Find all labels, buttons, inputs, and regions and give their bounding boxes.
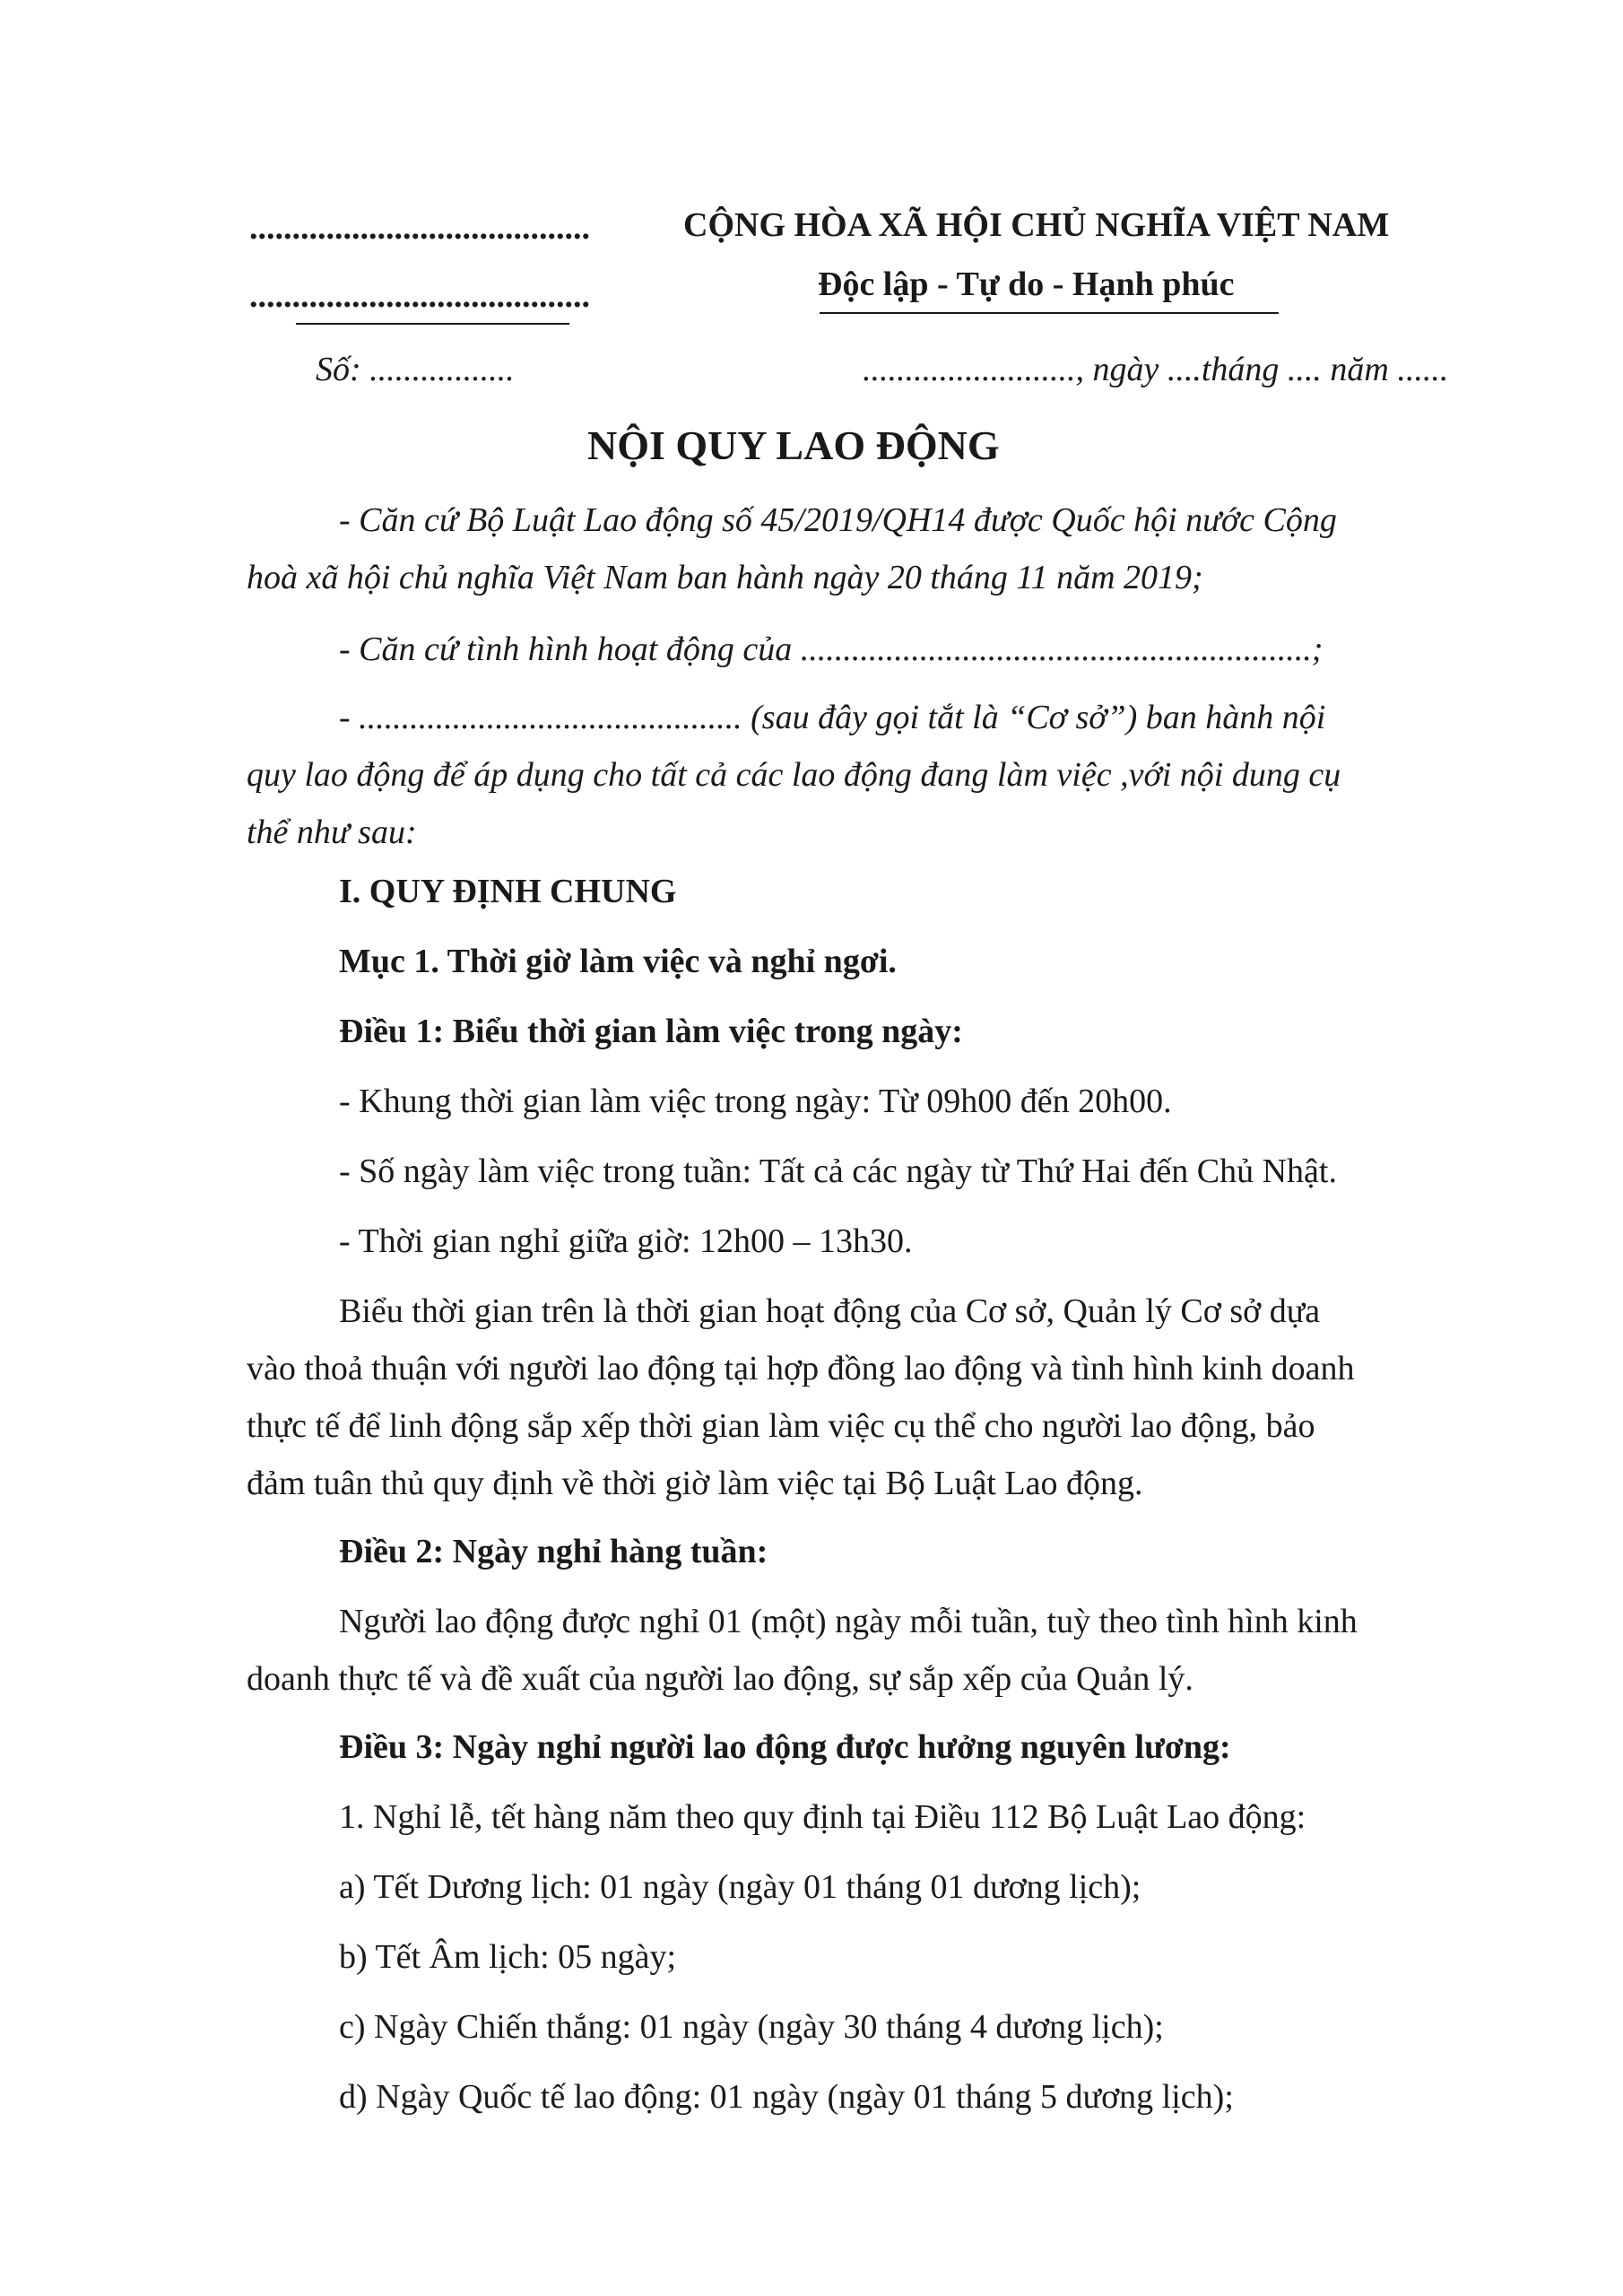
article-1-heading: Điều 1: Biểu thời gian làm việc trong ngày: <box>339 1013 963 1050</box>
country-name: CỘNG HÒA XÃ HỘI CHỦ NGHĨA VIỆT NAM <box>683 206 1390 244</box>
preamble-issuer-line-1: - ............................................. (sau đây gọi tắt là “Cơ sở”) ban hành nội <box>339 699 1326 736</box>
article-2-paragraph-line-2: doanh thực tế và đề xuất của người lao động, sự sắp xếp của Quản lý. <box>247 1660 1193 1698</box>
organization-name-line-2: ........................................ <box>249 277 590 315</box>
article-3-item-d: d) Ngày Quốc tế lao động: 01 ngày (ngày 01 tháng 5 dương lịch); <box>339 2078 1234 2116</box>
article-1-paragraph-line-3: thực tế để linh động sắp xếp thời gian làm việc cụ thể cho người lao động, bảo <box>247 1407 1315 1445</box>
article-2-heading: Điều 2: Ngày nghỉ hàng tuần: <box>339 1533 768 1570</box>
article-1-paragraph-line-2: vào thoả thuận với người lao động tại hợp đồng lao động và tình hình kinh doanh <box>247 1350 1355 1387</box>
article-3-item-c: c) Ngày Chiến thắng: 01 ngày (ngày 30 tháng 4 dương lịch); <box>339 2008 1164 2046</box>
motto-underline <box>820 312 1279 314</box>
preamble-issuer-line-2: quy lao động để áp dụng cho tất cả các lao động đang làm việc ,với nội dung cụ <box>247 756 1341 794</box>
document-title: NỘI QUY LAO ĐỘNG <box>587 422 1000 468</box>
article-3-item-b: b) Tết Âm lịch: 05 ngày; <box>339 1938 677 1976</box>
place-and-date: ........................., ngày ....tháng .... năm ...... <box>863 351 1449 388</box>
preamble-issuer-line-3: thể như sau: <box>247 813 417 851</box>
article-1-item-working-days: - Số ngày làm việc trong tuần: Tất cả các ngày từ Thứ Hai đến Chủ Nhật. <box>339 1152 1337 1190</box>
article-1-paragraph-line-4: đảm tuân thủ quy định về thời giờ làm việc tại Bộ Luật Lao động. <box>247 1465 1143 1502</box>
preamble-legal-basis-line-1: - Căn cứ Bộ Luật Lao động số 45/2019/QH14 được Quốc hội nước Cộng <box>339 501 1337 539</box>
organization-name-line-1: ........................................ <box>249 209 590 247</box>
article-1-paragraph-line-1: Biểu thời gian trên là thời gian hoạt động của Cơ sở, Quản lý Cơ sở dựa <box>339 1292 1321 1330</box>
article-3-heading: Điều 3: Ngày nghỉ người lao động được hưởng nguyên lương: <box>339 1728 1231 1766</box>
preamble-operation-basis: - Căn cứ tình hình hoạt động của ............................................................; <box>339 631 1324 668</box>
article-3-item-1: 1. Nghỉ lễ, tết hàng năm theo quy định tại Điều 112 Bộ Luật Lao động: <box>339 1798 1306 1836</box>
article-1-item-working-hours: - Khung thời gian làm việc trong ngày: Từ 09h00 đến 20h00. <box>339 1083 1172 1120</box>
preamble-legal-basis-line-2: hoà xã hội chủ nghĩa Việt Nam ban hành ngày 20 tháng 11 năm 2019; <box>247 559 1203 596</box>
article-1-item-break-time: - Thời gian nghỉ giữa giờ: 12h00 – 13h30. <box>339 1222 913 1260</box>
document-number: Số: ................. <box>316 351 515 388</box>
article-3-item-a: a) Tết Dương lịch: 01 ngày (ngày 01 tháng 01 dương lịch); <box>339 1868 1141 1906</box>
muc-heading: Mục 1. Thời giờ làm việc và nghỉ ngơi. <box>339 943 897 980</box>
section-heading: I. QUY ĐỊNH CHUNG <box>339 873 677 910</box>
article-2-paragraph-line-1: Người lao động được nghỉ 01 (một) ngày mỗi tuần, tuỳ theo tình hình kinh <box>339 1603 1358 1640</box>
organization-underline <box>296 323 569 325</box>
national-motto: Độc lập - Tự do - Hạnh phúc <box>818 265 1235 303</box>
